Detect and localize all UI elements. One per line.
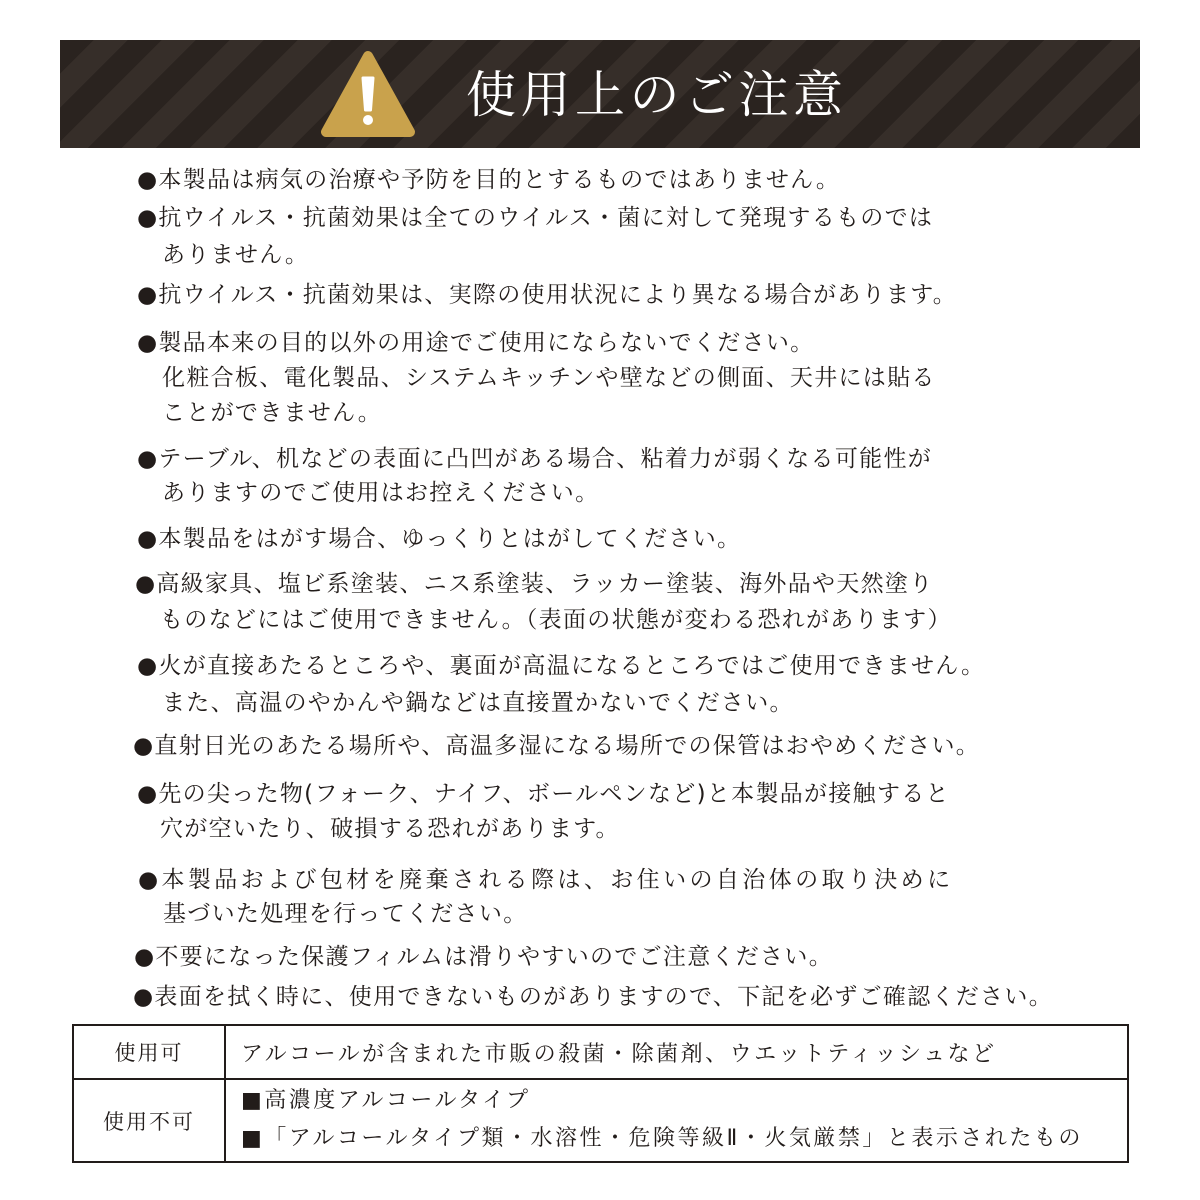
notice-line: ●高級家具、塩ビ系塗装、ニス系塗装、ラッカー塗装、海外品や天然塗り	[135, 571, 934, 597]
notice-line: ありません。	[162, 242, 310, 268]
notice-line: ●製品本来の目的以外の用途でご使用にならないでください。	[137, 330, 815, 356]
table-row-value-unusable	[226, 1080, 1127, 1161]
notice-line: ●本製品は病気の治療や予防を目的とするものではありません。	[137, 167, 841, 193]
notice-line: ●本製品をはがす場合、ゆっくりとはがしてください。	[137, 526, 742, 552]
notice-line: ●不要になった保護フィルムは滑りやすいのでご注意ください。	[134, 944, 834, 970]
notice-line: ありますのでご使用はお控えください。	[162, 480, 600, 506]
table-item: ■高濃度アルコールタイプ	[241, 1088, 531, 1113]
notice-line: ●先の尖った物(フォーク、ナイフ、ボールペンなど)と本製品が接触すると	[137, 781, 950, 807]
table-row-label-usable: 使用可	[74, 1026, 226, 1080]
notice-line: また、高温のやかんや鍋などは直接置かないでください。	[162, 690, 794, 716]
table-item: ■「アルコールタイプ類・水溶性・危険等級Ⅱ・火気厳禁」と表示されたもの	[241, 1126, 1083, 1151]
notice-line: 穴が空いたり、破損する恐れがあります。	[160, 816, 620, 842]
notice-line: ●本製品および包材を廃棄される際は、お住いの自治体の取り決めに	[138, 867, 954, 893]
notice-line: ●表面を拭く時に、使用できないものがありますので、下記を必ずご確認ください。	[133, 984, 1054, 1010]
notice-line: ●火が直接あたるところや、裏面が高温になるところではご使用できません。	[137, 653, 986, 679]
warning-triangle-icon	[316, 46, 420, 140]
table-item: アルコールが含まれた市販の殺菌・除菌剤、ウエットティッシュなど	[241, 1041, 997, 1067]
notice-line: ことができません。	[162, 400, 383, 426]
table-row-label-unusable: 使用不可	[74, 1080, 226, 1161]
notice-line: 化粧合板、電化製品、システムキッチンや壁などの側面、天井には貼る	[162, 365, 936, 391]
notice-line: ●抗ウイルス・抗菌効果は全てのウイルス・菌に対して発現するものでは	[137, 205, 934, 231]
table-row-value-usable	[226, 1026, 1127, 1080]
notice-line: ●テーブル、机などの表面に凸凹がある場合、粘着力が弱くなる可能性が	[137, 446, 933, 472]
usage-table	[72, 1024, 1129, 1163]
notice-line: ●直射日光のあたる場所や、高温多湿になる場所での保管はおやめください。	[133, 733, 981, 759]
page-title: 使用上のご注意	[466, 66, 848, 124]
notice-line: 基づいた処理を行ってください。	[163, 901, 528, 927]
notice-line: ●抗ウイルス・抗菌効果は、実際の使用状況により異なる場合があります。	[137, 282, 958, 308]
notice-line: ものなどにはご使用できません。（表面の状態が変わる恐れがあります）	[160, 607, 952, 633]
